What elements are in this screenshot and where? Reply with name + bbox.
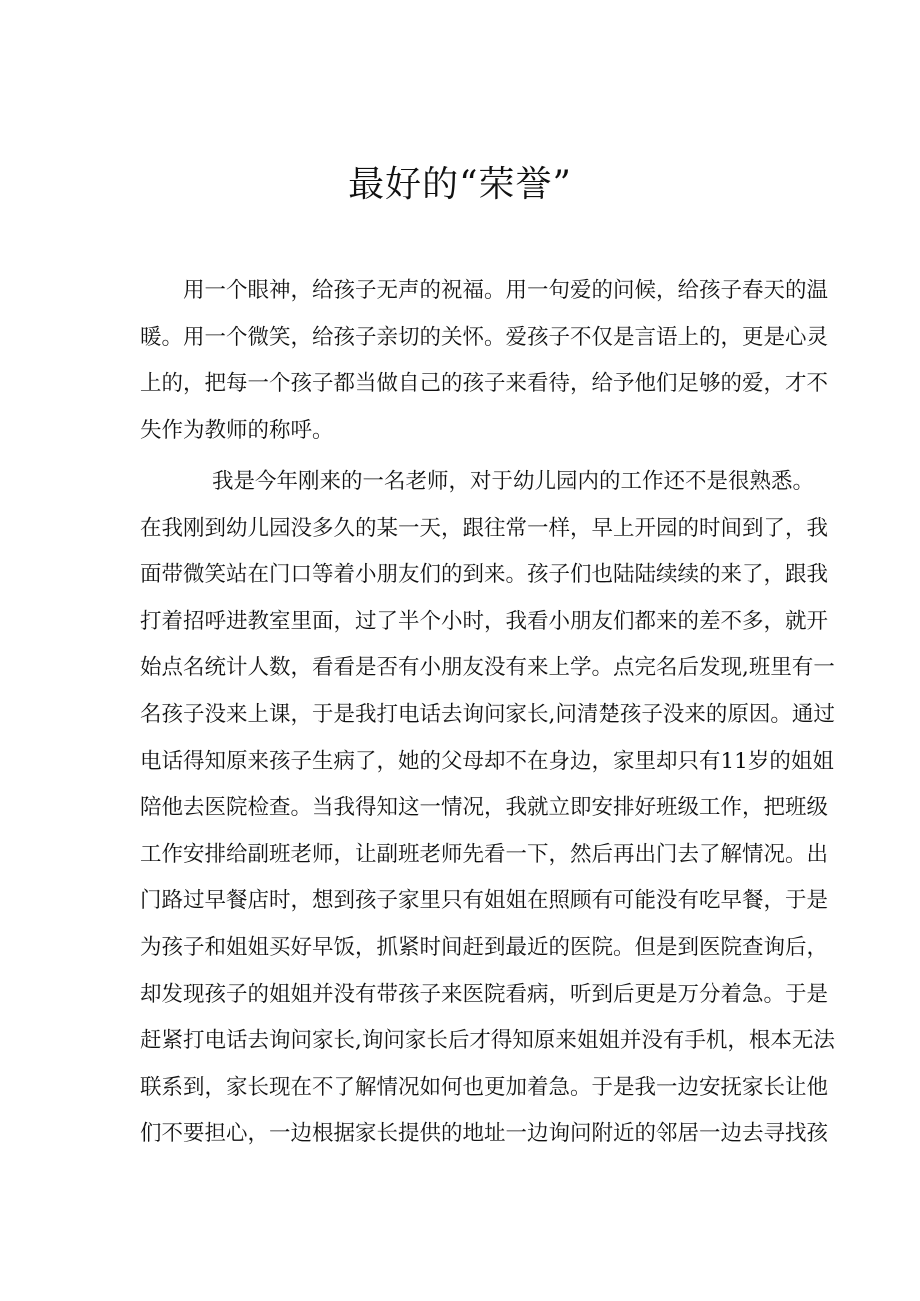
text-line: 暖。用一个微笑，给孩子亲切的关怀。爱孩子不仅是言语上的，更是心灵 [140,324,829,350]
text-line: 们不要担心，一边根据家长提供的地址一边询问附近的邻居一边去寻找孩 [140,1121,829,1147]
text-line: 打着招呼进教室里面，过了半个小时，我看小朋友们都来的差不多，就开 [140,608,829,634]
paragraph-2 [140,459,835,1158]
text-line: 联系到，家长现在不了解情况如何也更加着急。于是我一边安抚家长让他 [140,1074,829,1100]
text-line: 面带微笑站在门口等着小朋友们的到来。孩子们也陆陆续续的来了，跟我 [140,562,829,588]
text-line: 始点名统计人数，看看是否有小朋友没有来上学。点完名后发现,班里有一 [140,655,835,681]
text-line: 赶紧打电话去询问家长,询问家长后才得知原来姐姐并没有手机，根本无法 [140,1028,835,1054]
text-line: 却发现孩子的姐姐并没有带孩子来医院看病，听到后更是万分着急。于是 [140,981,829,1007]
text-line: 我是今年刚来的一名老师，对于幼儿园内的工作还不是很熟悉。 [212,469,815,494]
paragraph-1 [140,268,829,454]
text-line: 失作为教师的称呼。 [140,417,334,443]
text-line: 在我刚到幼儿园没多久的某一天，跟往常一样，早上开园的时间到了，我 [140,515,829,541]
text-line: 电话得知原来孩子生病了，她的父母却不在身边，家里却只有11岁的姐姐 [140,748,834,774]
text-line: 工作安排给副班老师，让副班老师先看一下，然后再出门去了解情况。出 [140,841,829,867]
text-line: 名孩子没来上课，于是我打电话去询问家长,问清楚孩子没来的原因。通过 [140,701,835,727]
text-line: 上的，把每一个孩子都当做自己的孩子来看待，给予他们足够的爱，才不 [140,371,829,397]
text-line: 门路过早餐店时，想到孩子家里只有姐姐在照顾有可能没有吃早餐，于是 [140,888,829,914]
document-title: 最好的“荣誉” [348,164,572,205]
text-line: 陪他去医院检查。当我得知这一情况，我就立即安排好班级工作，把班级 [140,795,829,821]
text-line: 为孩子和姐姐买好早饭，抓紧时间赶到最近的医院。但是到医院查询后， [140,934,829,960]
text-line: 用一个眼神，给孩子无声的祝福。用一句爱的问候，给孩子春天的温 [183,278,829,303]
